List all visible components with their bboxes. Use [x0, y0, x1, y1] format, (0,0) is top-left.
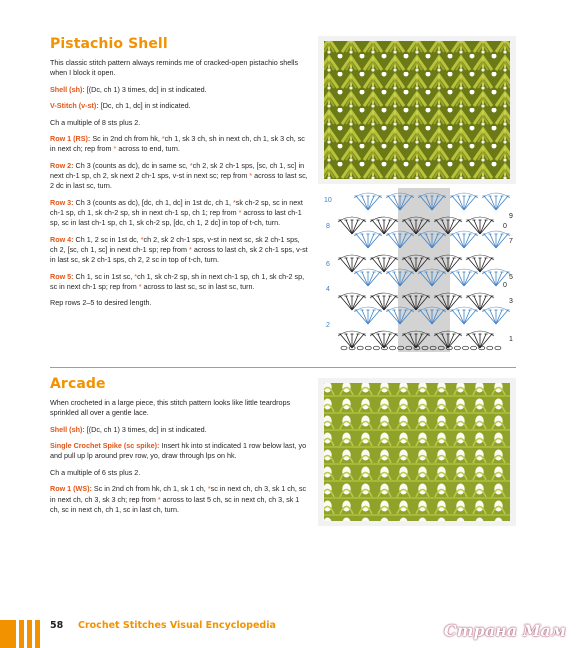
chart-symbol [346, 258, 352, 272]
chart-symbol [378, 334, 384, 348]
chart-symbol [346, 220, 352, 234]
chart-symbol [464, 196, 476, 210]
chart-symbol [368, 196, 380, 210]
row-5-instruction [50, 272, 308, 292]
arcade-section [50, 376, 308, 521]
pistachio-stitch-chart [318, 188, 516, 358]
asterisk: * [249, 171, 253, 181]
chart-symbol [384, 296, 390, 310]
section-divider [50, 367, 516, 368]
chart-symbol [368, 196, 374, 210]
chart-symbol [484, 234, 496, 248]
row-text: Sc in 2nd ch from hk, ch 1, sk 1 ch, [91, 484, 208, 494]
chart-symbol [368, 234, 380, 248]
chart-symbol [378, 258, 384, 272]
chart-symbol [463, 346, 469, 350]
row-number: 0 [503, 282, 507, 289]
asterisk: * [140, 234, 144, 244]
asterisk: * [161, 134, 165, 144]
chart-symbol [390, 346, 396, 350]
term-label: Shell (sh): [50, 424, 85, 434]
row-text: sk ch-2 sp, sc in next ch-1 sp, ch 1, sk ch-2 sp, sh in next ch-1 sp, ch 1; rep from [50, 197, 303, 218]
row-text: across to last sc, 2 dc in last sc, turn. [50, 171, 308, 191]
chart-symbol [496, 196, 502, 210]
asterisk: * [189, 244, 192, 254]
section-title: Pistachio Shell [50, 36, 168, 52]
chart-symbol [464, 310, 470, 324]
chart-symbol [496, 272, 502, 286]
asterisk: * [238, 208, 242, 218]
shell-definition [50, 425, 308, 435]
pistachio-section [50, 36, 308, 315]
asterisk: * [157, 494, 161, 504]
row-label: Row 1 (WS): [50, 484, 92, 494]
chart-symbol [356, 272, 368, 286]
row-number: 2 [326, 322, 330, 329]
chart-symbol [474, 258, 480, 272]
chart-symbol [340, 220, 352, 234]
row-label: Row 5: [50, 271, 74, 281]
asterisk: * [207, 484, 211, 494]
row-number: 3 [509, 298, 513, 305]
row-3-instruction [50, 198, 308, 229]
row-number: 9 [509, 213, 513, 220]
site-watermark: Страна Мам [443, 621, 566, 640]
chart-symbol [341, 346, 347, 350]
chart-symbol [458, 272, 464, 286]
chart-symbol [464, 234, 470, 248]
asterisk: * [189, 160, 193, 170]
multiple-instruction [50, 118, 308, 128]
chart-symbol [464, 234, 476, 248]
chart-symbol [452, 272, 464, 286]
chart-symbol [378, 220, 384, 234]
repeat-text: Rep rows 2–5 to desired length. [50, 298, 152, 308]
footer-color-bar [0, 620, 44, 648]
row-1-instruction [50, 484, 308, 515]
chart-symbol [384, 220, 390, 234]
asterisk: * [138, 281, 142, 291]
row-number: 5 [509, 274, 513, 281]
chart-symbol [352, 258, 358, 272]
chart-symbol [480, 296, 486, 310]
chart-symbol [464, 272, 470, 286]
chart-symbol [495, 346, 501, 350]
chart-symbol [352, 334, 358, 348]
row-text: across to last 5 ch, sc in next ch, ch 3, sk 1 ch, sc in next ch, ch 1, sc in last ch, turn. [50, 494, 300, 514]
term-label: Single Crochet Spike (sc spike): [50, 441, 160, 451]
chart-symbol [362, 196, 368, 210]
shell-definition [50, 85, 308, 95]
chart-symbol [464, 272, 476, 286]
row-label: Row 1 (RS): [50, 134, 91, 144]
term-text: Insert hk into st indicated 1 row below last, yo and pull up lp around prev row, yo, draw through lps on hk. [50, 441, 307, 461]
intro-text: When crocheted in a large piece, this stitch pattern looks like little teardrops sprinkled all over a gentle lace. [50, 398, 291, 418]
chart-symbol [356, 310, 368, 324]
term-label: V-Stitch (v-st): [50, 101, 99, 111]
chart-symbol [357, 346, 363, 350]
repeat-instruction [50, 298, 308, 308]
row-text: Ch 3 (counts as dc), dc in same sc, [73, 160, 190, 170]
chart-symbol [490, 234, 496, 248]
row-label: Row 3: [50, 197, 74, 207]
term-label: Shell (sh): [50, 84, 85, 94]
row-text: across to last ch-1 sp, sc in last ch-1 sp, ch 1, sk ch-2 sp, [dc, ch 1, 2 dc] in top of t-ch, turn. [50, 208, 302, 228]
row-4-instruction [50, 235, 308, 266]
row-number: 1 [509, 336, 513, 343]
chart-symbol [464, 310, 476, 324]
row-text: sc in next ch, ch 3, sk 1 ch, sc in next ch, ch 3, sk 3 ch; rep from [50, 484, 307, 504]
intro-paragraph [50, 58, 308, 78]
row-text: ch 2, sk 2 ch-1 sps, [sc, ch 1, sc] in next ch-1 sp, ch 2, sk next 2 ch-1 sps, v-st in next sc; rep from [50, 160, 305, 181]
chart-symbol [352, 334, 364, 348]
chart-symbol [362, 272, 368, 286]
row-text: across to end, turn. [116, 144, 180, 154]
row-text: ch 1, sk ch-2 sp, sh in next ch-1 sp, ch 1, sk ch-2 sp, sc in next ch-1 sp; rep from [50, 271, 305, 291]
chart-symbol [340, 258, 352, 272]
chart-symbol [384, 334, 396, 348]
chart-symbol [368, 272, 374, 286]
spike-definition [50, 441, 308, 461]
chart-symbol [384, 334, 390, 348]
chart-symbol [454, 346, 460, 350]
chart-symbol [496, 234, 502, 248]
chart-symbol [352, 220, 358, 234]
row-text: Ch 3 (counts as dc), [dc, ch 1, dc] in 1st dc, ch 1, [73, 197, 233, 207]
row-text: Sc in 2nd ch from hk, [90, 134, 162, 144]
chart-symbol [474, 296, 480, 310]
chart-symbol [496, 310, 502, 324]
row-number: 8 [326, 223, 330, 230]
chart-symbol [362, 310, 368, 324]
asterisk: * [134, 271, 138, 281]
pistachio-swatch-photo [318, 36, 516, 184]
chart-symbol [484, 272, 496, 286]
row-text: Ch 1, sc in 1st sc, [73, 271, 135, 281]
row-text: across to last sc, sc in last sc, turn. [141, 281, 255, 291]
chart-symbol [484, 196, 496, 210]
chart-symbol [480, 334, 486, 348]
chart-symbol [452, 234, 464, 248]
chart-symbol [471, 346, 477, 350]
chart-symbol [346, 334, 352, 348]
multiple-instruction [50, 468, 308, 478]
chart-symbol [368, 310, 374, 324]
chart-symbol [356, 196, 368, 210]
row-2-instruction [50, 161, 308, 192]
chart-symbol [480, 258, 486, 272]
book-title: Crochet Stitches Visual Encyclopedia [78, 620, 276, 631]
chart-symbol [487, 346, 493, 350]
row-1-instruction [50, 134, 308, 154]
chart-symbol [378, 296, 384, 310]
chart-symbol [474, 220, 480, 234]
chart-symbol [458, 234, 464, 248]
chart-symbol [480, 220, 486, 234]
term-text: [Dc, ch 1, dc] in st indicated. [98, 101, 191, 111]
chart-symbol [452, 196, 464, 210]
chart-symbol [458, 310, 464, 324]
row-number: 6 [326, 261, 330, 268]
chart-symbol [490, 310, 496, 324]
chart-symbol [346, 296, 352, 310]
row-text: ch 2, sk 2 ch-1 sps, v-st in next sc, sk 2 ch-1 sps, ch 2, [sc, ch 1, sc] in next ch-1 sp; rep from [50, 234, 300, 254]
chart-symbol [373, 346, 379, 350]
arcade-swatch-photo [318, 378, 516, 526]
chart-symbol [490, 196, 496, 210]
term-text: [(Dc, ch 1) 3 times, dc] in st indicated. [84, 84, 207, 94]
row-number: 0 [503, 223, 507, 230]
chart-symbol [368, 272, 380, 286]
chart-symbol [368, 234, 374, 248]
chart-symbol [368, 310, 380, 324]
intro-text: This classic stitch pattern always reminds me of cracked-open pistachio shells when I block it open. [50, 58, 299, 78]
row-number: 10 [324, 197, 332, 204]
chart-symbol [356, 234, 368, 248]
term-text: [(Dc, ch 1) 3 times, dc] in st indicated. [84, 424, 207, 434]
chart-symbol [474, 334, 480, 348]
chart-symbol [352, 296, 358, 310]
row-number: 7 [509, 238, 513, 245]
chart-symbol [362, 234, 368, 248]
row-label: Row 4: [50, 234, 74, 244]
chart-symbol [464, 196, 470, 210]
chart-symbol [496, 310, 508, 324]
chart-symbol [452, 310, 464, 324]
multiple-text: Ch a multiple of 8 sts plus 2. [50, 117, 141, 127]
asterisk: * [232, 197, 236, 207]
section-title: Arcade [50, 376, 106, 392]
chart-symbol [458, 196, 464, 210]
vstitch-definition [50, 101, 308, 111]
multiple-text: Ch a multiple of 6 sts plus 2. [50, 467, 141, 477]
chart-symbol [340, 296, 352, 310]
chart-symbol [490, 272, 496, 286]
chart-symbol [365, 346, 371, 350]
row-number: 4 [326, 286, 330, 293]
chart-symbol [484, 310, 496, 324]
row-text: ch 1, sk 3 ch, sh in next ch, ch 1, sk 3 ch, sc in next ch; rep from [50, 134, 305, 154]
row-label: Row 2: [50, 160, 74, 170]
chart-symbol [340, 334, 352, 348]
page-number: 58 [50, 620, 64, 631]
chart-symbol [496, 234, 508, 248]
chart-symbol [384, 258, 390, 272]
row-text: across to last ch, sk 2 ch-1 sps, v-st in last sc, sk 2 ch-1 sps, ch 2, 2 sc in top of t-ch, turn. [50, 244, 308, 265]
row-text: Ch 1, 2 sc in 1st dc, [73, 234, 141, 244]
intro-paragraph [50, 398, 308, 418]
chart-symbol [372, 334, 384, 348]
chart-symbol [496, 196, 508, 210]
asterisk: * [113, 144, 117, 154]
